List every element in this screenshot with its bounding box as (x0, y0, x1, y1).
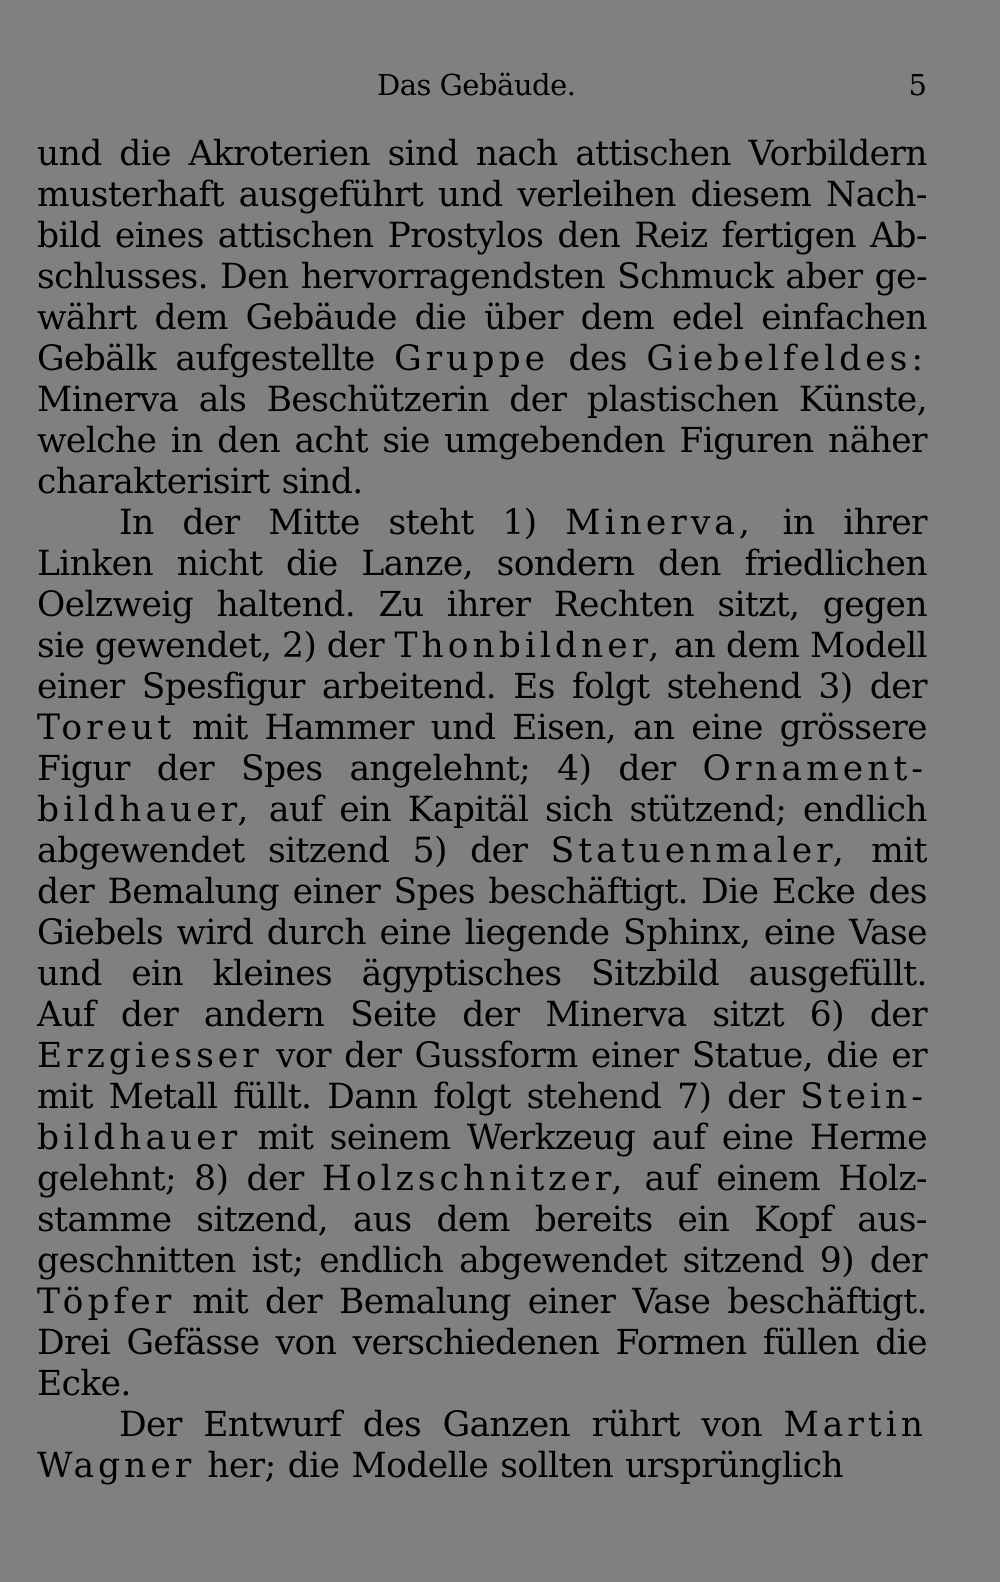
word: eine (721, 1118, 794, 1158)
word: ein (339, 790, 392, 830)
word: dem (436, 1200, 510, 1240)
text-line (37, 257, 927, 298)
word: mit (37, 1077, 93, 1117)
text-line (37, 1323, 927, 1364)
text-line (37, 380, 927, 421)
word: in (782, 503, 815, 543)
word: ausgefüllt. (748, 954, 927, 994)
word: Auf (37, 995, 96, 1035)
word: hervorragendsten (300, 257, 606, 297)
word: gewendet, (94, 626, 272, 666)
word: Statue, (691, 1036, 814, 1076)
word: Gussform (414, 1036, 578, 1076)
word: stamme (37, 1200, 172, 1240)
word: 5) (412, 831, 447, 871)
word: dem (725, 626, 800, 666)
text-line (37, 708, 927, 749)
word: Erzgiesser (37, 1036, 263, 1076)
word: Figur (37, 749, 130, 789)
word: ausgeführt (238, 175, 424, 215)
word: Minerva (37, 380, 179, 420)
word: musterhaft (37, 175, 224, 215)
word: verleihen (517, 175, 676, 215)
word: schlusses. (37, 257, 208, 297)
word: Wagner (37, 1446, 196, 1486)
word: Prostylos (387, 216, 544, 256)
word: Seite (350, 995, 437, 1035)
text-line (37, 544, 927, 585)
word: attischen (217, 216, 374, 256)
word: endlich (802, 790, 927, 830)
word: verschiedenen (352, 1323, 600, 1363)
word: Gefässe (126, 1323, 260, 1363)
text-line (37, 1446, 927, 1487)
word: Ecke. (37, 1364, 131, 1404)
word: mit (257, 1118, 314, 1158)
word: ihrer (446, 585, 531, 625)
body-text (37, 134, 927, 1487)
word: füllt. (233, 1077, 312, 1117)
word: Nach- (826, 175, 927, 215)
word: währt (37, 298, 137, 338)
text-line (37, 1118, 927, 1159)
word: haltend. (216, 585, 356, 625)
word: den (217, 421, 281, 461)
word: den (657, 544, 721, 584)
word: aufgestellte (175, 339, 375, 379)
word: eines (114, 216, 204, 256)
word: Holz- (838, 1159, 927, 1199)
word: Spes (393, 872, 475, 912)
word: 7) (677, 1077, 712, 1117)
word: 3) (818, 667, 853, 707)
word: der (264, 1282, 323, 1322)
word: der (156, 749, 214, 789)
word: Metall (108, 1077, 218, 1117)
word: Rechten (553, 585, 695, 625)
word: Holzschnitzer, (321, 1159, 627, 1199)
word: der (470, 831, 528, 871)
word: Bemalung (107, 872, 280, 912)
word: Minerva, (565, 503, 754, 543)
word: ge- (874, 257, 927, 297)
text-line (37, 462, 927, 503)
word: mit (871, 831, 927, 871)
word: Stein- (800, 1077, 927, 1117)
word: Es (513, 667, 555, 707)
text-line (37, 134, 927, 175)
word: Reiz (634, 216, 708, 256)
page-number: 5 (908, 68, 927, 102)
word: einer (37, 667, 125, 707)
word: nach (475, 134, 558, 174)
word: stehend (666, 667, 802, 707)
word: Giebels (37, 913, 164, 953)
word: 4) (557, 749, 592, 789)
word: auf (644, 1159, 699, 1199)
word: der (246, 1159, 304, 1199)
word: Formen (615, 1323, 747, 1363)
word: Werkzeug (466, 1118, 636, 1158)
word: aus (352, 1200, 412, 1240)
word: füllen (762, 1323, 859, 1363)
word: der (120, 995, 179, 1035)
text-line (37, 954, 927, 995)
word: sind. (281, 462, 363, 502)
word: Entwurf (203, 1405, 342, 1445)
word: Beschützerin (266, 380, 489, 420)
word: sitzt, (717, 585, 800, 625)
word: sitzend (682, 1241, 804, 1281)
word: Figuren (679, 421, 814, 461)
word: charakterisirt (37, 462, 270, 502)
word: und (37, 134, 102, 174)
word: dem (154, 298, 228, 338)
word: ihrer (843, 503, 927, 543)
text-line (37, 1200, 927, 1241)
word: eine (379, 913, 452, 953)
word: stützend; (629, 790, 787, 830)
word: Vase (632, 1282, 711, 1322)
word: geschnitten (37, 1241, 236, 1281)
word: der (869, 995, 927, 1035)
word: der (344, 1036, 402, 1076)
word: Der (119, 1405, 182, 1445)
word: Statuenmaler, (550, 831, 848, 871)
word: ist; (251, 1241, 304, 1281)
word: der (727, 1077, 785, 1117)
text-line (37, 1405, 927, 1446)
word: sind (387, 134, 459, 174)
word: einer (527, 1282, 616, 1322)
word: beschäftigt. (488, 872, 688, 912)
word: andern (203, 995, 325, 1035)
word: Modelle (351, 1446, 489, 1486)
word: Sitzbild (591, 954, 720, 994)
word: die (119, 134, 171, 174)
word: 2) (282, 626, 317, 666)
running-head (37, 68, 927, 112)
word: Sphinx, (622, 913, 751, 953)
text-line (37, 872, 927, 913)
word: fertigen (721, 216, 857, 256)
word: gegen (822, 585, 927, 625)
text-line (37, 667, 927, 708)
word: Vase (848, 913, 927, 953)
text-line (37, 626, 927, 667)
word: bereits (534, 1200, 653, 1240)
word: als (198, 380, 247, 420)
word: Gebäude (245, 298, 397, 338)
word: vor (275, 1036, 331, 1076)
word: Lanze, (361, 544, 474, 584)
text-line (37, 216, 927, 257)
word: Mitte (268, 503, 360, 543)
word: der (869, 1241, 927, 1281)
word: über (484, 298, 563, 338)
text-line (37, 585, 927, 626)
word: grössere (779, 708, 927, 748)
word: friedlichen (744, 544, 927, 584)
word: Modell (809, 626, 927, 666)
text-line (37, 913, 927, 954)
word: Kopf (754, 1200, 833, 1240)
word: Oelzweig (37, 585, 194, 625)
word: sich (545, 790, 613, 830)
word: Hammer (264, 708, 414, 748)
word: angelehnt; (349, 749, 531, 789)
word: sondern (496, 544, 635, 584)
word: sie (37, 626, 85, 666)
word: rührt (591, 1405, 680, 1445)
word: Gebälk (37, 339, 156, 379)
word: gelehnt; (37, 1159, 177, 1199)
running-title: Das Gebäude. (377, 68, 576, 102)
word: Ganzen (442, 1405, 571, 1445)
word: Gruppe (394, 339, 549, 379)
word: Ecke (771, 872, 856, 912)
word: her; (207, 1446, 276, 1486)
word: Den (220, 257, 289, 297)
word: der (182, 503, 240, 543)
word: folgt (571, 667, 650, 707)
word: Toreut (37, 708, 176, 748)
word: sitzt (712, 995, 784, 1035)
word: sitzend (268, 831, 390, 871)
word: steht (388, 503, 474, 543)
word: des (868, 872, 927, 912)
word: und (430, 708, 496, 748)
word: Zu (378, 585, 424, 625)
word: Ab- (870, 216, 927, 256)
word: ein (131, 954, 184, 994)
text-line (37, 421, 927, 462)
word: sollten (500, 1446, 614, 1486)
text-line (37, 339, 927, 380)
word: aber (785, 257, 863, 297)
word: bild (37, 216, 101, 256)
word: mit (192, 1282, 248, 1322)
word: durch (266, 913, 367, 953)
word: bildhauer (37, 1118, 242, 1158)
word: auf (268, 790, 323, 830)
word: der (326, 626, 384, 666)
word: Minerva (545, 995, 687, 1035)
word: sie (382, 421, 430, 461)
word: Linken (37, 544, 154, 584)
word: an (673, 626, 716, 666)
word: der (618, 749, 676, 789)
text-line (37, 1077, 927, 1118)
word: der (509, 380, 567, 420)
word: einfachen (761, 298, 927, 338)
word: Vorbildern (748, 134, 927, 174)
word: einer (590, 1036, 679, 1076)
word: 9) (819, 1241, 854, 1281)
word: Akroterien (188, 134, 371, 174)
word: der (869, 667, 927, 707)
word: nicht (176, 544, 263, 584)
word: mit (191, 708, 248, 748)
word: bildhauer, (37, 790, 253, 830)
word: einer (292, 872, 381, 912)
word: 6) (809, 995, 844, 1035)
word: ein (677, 1200, 730, 1240)
word: die (826, 1036, 879, 1076)
word: Die (701, 872, 759, 912)
text-line (37, 1241, 927, 1282)
word: stehend (526, 1077, 662, 1117)
word: Ornament- (702, 749, 927, 789)
word: kleines (212, 954, 333, 994)
word: ursprünglich (625, 1446, 844, 1486)
word: eine (691, 708, 763, 748)
word: die (875, 1323, 927, 1363)
word: den (557, 216, 621, 256)
word: näher (828, 421, 927, 461)
text-line (37, 1282, 927, 1323)
word: der (37, 872, 95, 912)
word: einem (716, 1159, 821, 1199)
word: diesem (690, 175, 812, 215)
text-line (37, 790, 927, 831)
word: Kapitäl (407, 790, 529, 830)
word: von (275, 1323, 337, 1363)
word: Giebelfeldes: (646, 339, 927, 379)
word: Spes (240, 749, 323, 789)
word: in (170, 421, 203, 461)
word: 8) (194, 1159, 229, 1199)
word: beschäftigt. (727, 1282, 927, 1322)
word: die (414, 298, 467, 338)
word: er (891, 1036, 927, 1076)
word: plastischen (586, 380, 779, 420)
word: Drei (37, 1323, 111, 1363)
text-line (37, 831, 927, 872)
word: und (437, 175, 503, 215)
word: abgewendet (37, 831, 245, 871)
word: ägyptisches (361, 954, 562, 994)
word: die (287, 1446, 340, 1486)
text-line (37, 749, 927, 790)
word: umgebenden (444, 421, 666, 461)
word: edel (671, 298, 744, 338)
word: arbeitend. (321, 667, 497, 707)
text-line (37, 995, 927, 1036)
word: Töpfer (37, 1282, 176, 1322)
word: folgt (433, 1077, 511, 1117)
word: welche (37, 421, 157, 461)
word: sitzend, (196, 1200, 328, 1240)
word: attischen (575, 134, 732, 174)
word: abgewendet (459, 1241, 667, 1281)
word: der (462, 995, 520, 1035)
word: 1) (502, 503, 537, 543)
word: an (632, 708, 675, 748)
word: liegende (464, 913, 610, 953)
word: von (701, 1405, 763, 1445)
word: die (286, 544, 338, 584)
word: acht (294, 421, 369, 461)
word: und (37, 954, 102, 994)
word: seinem (329, 1118, 451, 1158)
text-line (37, 1159, 927, 1200)
word: des (568, 339, 627, 379)
text-line (37, 1036, 927, 1077)
word: Künste, (798, 380, 927, 420)
word: Thonbildner, (394, 626, 664, 666)
word: dem (580, 298, 655, 338)
word: In (119, 503, 154, 543)
word: Eisen, (512, 708, 617, 748)
word: Spesfigur (141, 667, 305, 707)
text-line (37, 298, 927, 339)
word: Martin (783, 1405, 927, 1445)
word: Bemalung (339, 1282, 511, 1322)
word: endlich (319, 1241, 444, 1281)
word: aus- (857, 1200, 927, 1240)
word: Herme (809, 1118, 927, 1158)
word: Schmuck (617, 257, 774, 297)
text-line (37, 503, 927, 544)
text-line (37, 175, 927, 216)
word: wird (176, 913, 254, 953)
word: Dann (327, 1077, 418, 1117)
word: eine (763, 913, 836, 953)
word: auf (651, 1118, 706, 1158)
word: des (362, 1405, 422, 1445)
text-line (37, 1364, 927, 1405)
